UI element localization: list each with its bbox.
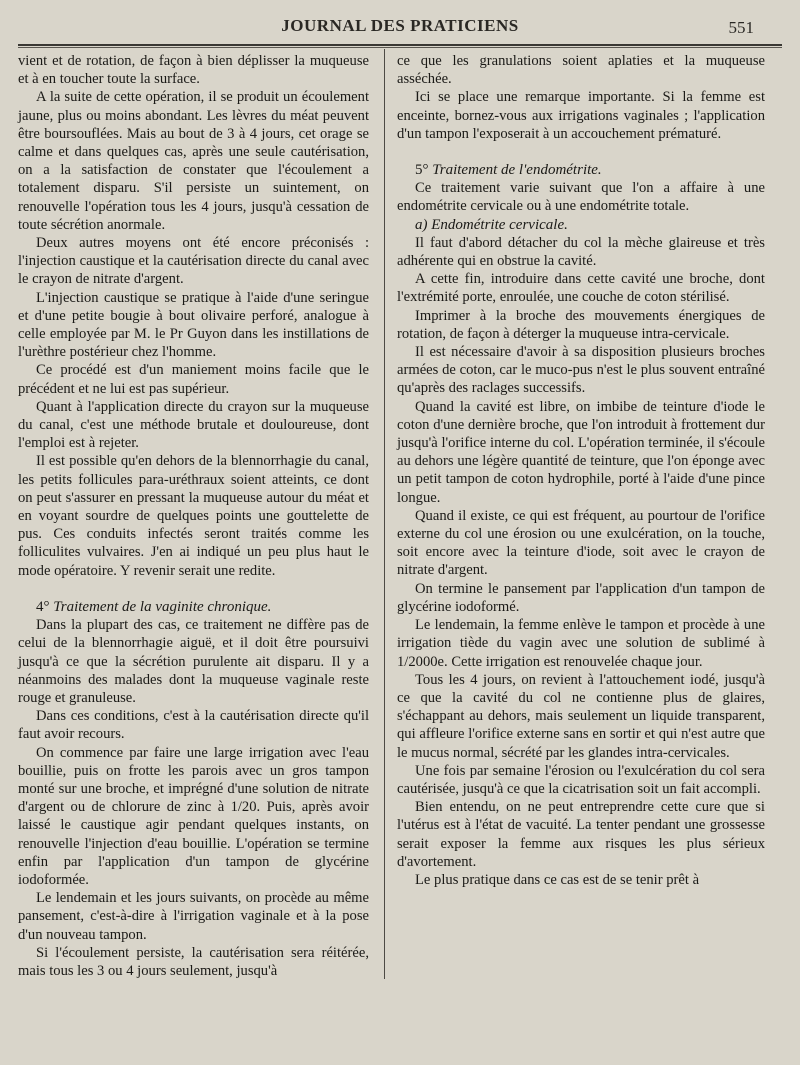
page-number: 551 [728, 18, 754, 37]
left-column [18, 52, 369, 980]
running-header [0, 16, 800, 38]
paragraph: Si l'écoulement persiste, la cautérisation sera réitérée, mais tous les 3 ou 4 jours seulement, jusqu'à [18, 944, 369, 979]
paragraph: A la suite de cette opération, il se produit un écoulement jaune, plus ou moins abondant. Les lèvres du méat peuvent être boursouflées. Mais au bout de 3 à 4 jours, cet orage se calme et dans quelques cas, après une seule cautérisation, on a la satisfaction de constater que l'écoulement a totalement disparu. S'il persiste un suintement, on renouvelle l'opération tous les 4 jours, jusqu'à cessation de toute sécrétion anormale. [18, 89, 369, 233]
paragraph: Il faut d'abord détacher du col la mèche glaireuse et très adhérente qui en obstrue la cavité. [397, 234, 765, 270]
paragraph: Tous les 4 jours, on revient à l'attouchement iodé, jusqu'à ce que la cavité du col ne contienne plus de glaires, s'échappant au dehors, mais seulement un liquide transparent, qui affleure l'orifice externe sans en sortir et qui n'est autre que le mucus normal, sécrété par les glandes intra-cervicales. [397, 671, 765, 761]
section-number: 5° [415, 162, 429, 179]
section-title: Traitement de la vaginite chronique. [53, 598, 272, 615]
paragraph: Ce traitement varie suivant que l'on a affaire à une endométrite cervicale ou à une endométrite totale. [397, 180, 765, 215]
paragraph: Dans la plupart des cas, ce traitement ne diffère pas de celui de la blennorrhagie aiguë, et il doit être poursuivi jusqu'à ce que la sécrétion purulente ait disparu. Il y a néanmoins des malades dont la muqueuse vaginale reste rouge et granuleuse. [18, 617, 369, 706]
subsection-heading [397, 216, 765, 234]
paragraph: Deux autres moyens ont été encore préconisés : l'injection caustique et la cautérisation directe du canal avec le crayon de nitrate d'argent. [18, 235, 369, 288]
header-rule-thin [18, 47, 782, 48]
right-column [397, 52, 765, 889]
paragraph: Imprimer à la broche des mouvements énergiques de rotation, de façon à déterger la muqueuse intra-cervicale. [397, 307, 765, 342]
paragraph: Bien entendu, on ne peut entreprendre cette cure que si l'utérus est à l'état de vacuité. La tenter pendant une grossesse serait exposer la femme aux risques les plus sérieux d'avortement. [397, 799, 765, 870]
paragraph: Il est nécessaire d'avoir à sa disposition plusieurs broches armées de coton, car le muco-pus n'est le plus souvent entraîné qu'après des raclages successifs. [397, 344, 765, 397]
paragraph: Le lendemain et les jours suivants, on procède au même pansement, c'est-à-dire à l'irrigation vaginale et à la pose d'un nouveau tampon. [18, 890, 369, 943]
paragraph: Une fois par semaine l'érosion ou l'exulcération du col sera cautérisée, jusqu'à ce que la cicatrisation soit un fait accompli. [397, 762, 765, 797]
paragraph: Dans ces conditions, c'est à la cautérisation directe qu'il faut avoir recours. [18, 708, 369, 743]
paragraph: Le plus pratique dans ce cas est de se tenir prêt à [415, 871, 700, 888]
paragraph: Quand la cavité est libre, on imbibe de teinture d'iode le coton d'une dernière broche, que l'on introduit à frottement dur jusqu'à l'orifice interne du col. L'opération terminée, il s'écoule au dehors une légère quantité de teinture, que l'on éponge avec un petit tampon de coton hydrophile, porté à l'aide d'une pince longue. [397, 398, 765, 506]
section-number: 4° [36, 598, 50, 615]
section-heading [397, 161, 765, 179]
column-divider [384, 49, 385, 979]
journal-title: JOURNAL DES PRATICIENS [281, 16, 519, 35]
paragraph: Quand il existe, ce qui est fréquent, au pourtour de l'orifice externe du col une érosion ou une exulcération, on la touche, soit encore avec la teinture d'iode, soit avec le crayon de nitrate d'argent. [397, 507, 765, 579]
paragraph: On commence par faire une large irrigation avec l'eau bouillie, puis on frotte les parois avec un gros tampon monté sur une broche, et imprégné d'une solution de nitrate d'argent ou de chlorure de zinc à 1/20. Puis, après avoir laissé le caustique agir pendant quelques instants, on renouvelle l'injection d'eau bouillie. L'opération se termine enfin par l'application d'un tampon de glycérine iodoformée. [18, 744, 369, 888]
paragraph: On termine le pansement par l'application d'un tampon de glycérine iodoformé. [397, 580, 765, 615]
paragraph: ce que les granulations soient aplaties et la muqueuse asséchée. [397, 53, 765, 88]
paragraph: A cette fin, introduire dans cette cavité une broche, dont l'extrémité porte, enroulée, une couche de coton stérilisé. [397, 271, 765, 306]
header-rule [18, 44, 782, 46]
paragraph: Ici se place une remarque importante. Si la femme est enceinte, bornez-vous aux irrigations vaginales ; l'application d'un tampon l'exposerait à un accouchement prématuré. [397, 89, 765, 142]
paragraph: Il est possible qu'en dehors de la blennorrhagie du canal, les petits follicules para-uréthraux soient atteints, ce dont on peut s'assurer en pressant la muqueuse autour du méat et en voyant sourdre de quelques points une gouttelette de pus. Ces conduits infectés seront traités comme les folliculites vulvaires. J'en ai indiqué un peu plus haut le mode opératoire. Y revenir serait une redite. [18, 453, 369, 579]
section-heading [18, 598, 369, 616]
paragraph: Quant à l'application directe du crayon sur la muqueuse du canal, c'est une méthode brutale et douloureuse, dont l'emploi est à rejeter. [18, 398, 369, 452]
subsection-label: a) [415, 216, 428, 233]
paragraph: L'injection caustique se pratique à l'aide d'une seringue et d'une petite bougie à bout olivaire perforé, analogue à celle employée par M. le Pr Guyon dans les instillations de l'urèthre postérieur chez l'homme. [18, 289, 369, 361]
paragraph: Ce procédé est d'un maniement moins facile que le précédent et ne lui est pas supérieur. [18, 362, 369, 397]
section-title: Traitement de l'endométrite. [432, 162, 602, 179]
section-gap [18, 580, 369, 598]
section-gap [397, 143, 765, 161]
subsection-title: Endométrite cervicale. [431, 216, 568, 233]
paragraph: vient et de rotation, de façon à bien déplisser la muqueuse et à en toucher toute la surface. [18, 53, 369, 88]
paragraph: Le lendemain, la femme enlève le tampon et procède à une irrigation tiède du vagin avec une solution de sublimé à 1/2000e. Cette irrigation est renouvelée chaque jour. [397, 617, 765, 670]
